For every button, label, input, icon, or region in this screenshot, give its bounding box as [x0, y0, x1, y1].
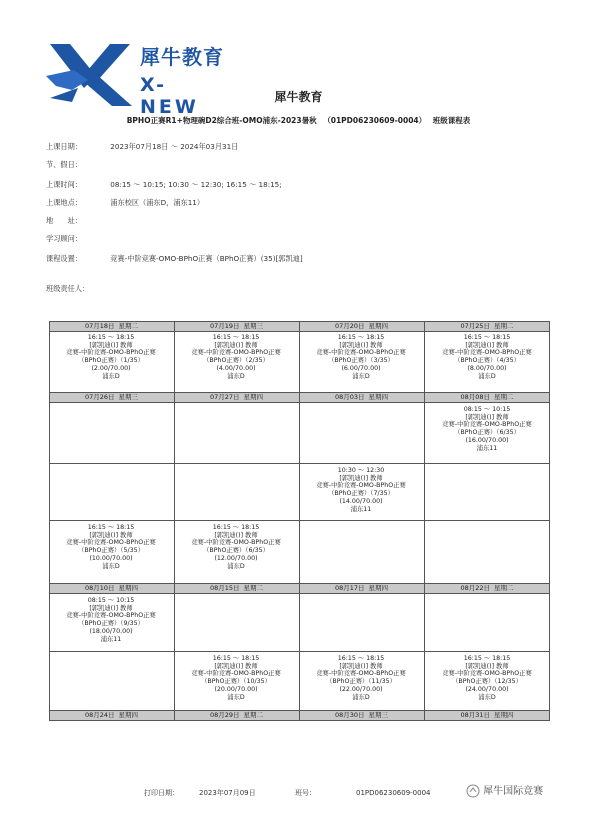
schedule-grid	[49, 321, 550, 721]
lesson-cell: 08:15 ～ 10:15 [郭凯迪()] 教师 竞赛-中阶竞赛-OMO-BPhO正赛 （BPhO正赛）（9/35） (18.00/70.00) 浦东11	[66, 597, 156, 643]
date-header: 08月22日 星期二	[460, 584, 514, 592]
date-header: 08月15日 星期二	[209, 584, 264, 592]
date-header: 07月27日 星期四	[209, 393, 264, 401]
info-class-time	[46, 180, 282, 190]
class-number: 班号： 01PD06230609-0004	[295, 789, 431, 797]
lesson-cell: 16:15 ～ 18:15 [郭凯迪()] 教师 竞赛-中阶竞赛-OMO-BPhO正赛 （BPhO正赛）（10/35） (20.00/70.00) 浦东D	[191, 655, 281, 701]
class-code: （01PD06230609-0004）	[323, 116, 427, 125]
lesson-cell: 16:15 ～ 18:15 [郭凯迪()] 教师 竞赛-中阶竞赛-OMO-BPhO正赛 （BPhO正赛）（3/35） (6.00/70.00) 浦东D	[316, 334, 406, 380]
grid-line	[549, 321, 550, 721]
info-start-date	[46, 142, 238, 152]
document-title	[0, 115, 597, 126]
info-label: 上课地点：	[46, 198, 82, 207]
date-header: 08月17日 星期四	[334, 584, 389, 592]
info-address	[46, 216, 110, 226]
date-header: 07月18日 星期二	[84, 322, 139, 330]
date-header: 08月24日 星期四	[84, 711, 139, 719]
lesson-cell: 16:15 ～ 18:15 [郭凯迪()] 教师 竞赛-中阶竞赛-OMO-BPhO正赛 （BPhO正赛）（4/35） (8.00/70.00) 浦东D	[442, 334, 532, 380]
grid-line	[49, 463, 550, 464]
grid-line	[49, 321, 50, 721]
lesson-cell: 16:15 ～ 18:15 [郭凯迪()] 教师 竞赛-中阶竞赛-OMO-BPhO正赛 （BPhO正赛）（12/35） (24.00/70.00) 浦东D	[442, 655, 532, 701]
grid-line	[49, 392, 550, 393]
info-value: 竞赛-中阶竞赛-OMO-BPhO正赛（BPhO正赛）(35)[郭凯迪]	[110, 254, 303, 263]
info-course-setting	[46, 254, 325, 264]
grid-line	[174, 321, 175, 721]
lesson-cell: 16:15 ～ 18:15 [郭凯迪()] 教师 竞赛-中阶竞赛-OMO-BPhO正赛 （BPhO正赛）（1/35） (2.00/70.00) 浦东D	[66, 334, 156, 380]
organization-title: 犀牛教育	[274, 90, 323, 104]
wechat-channel-icon	[466, 784, 480, 798]
date-header: 07月19日 星期三	[209, 322, 264, 330]
info-study-advisor	[46, 234, 110, 244]
lesson-cell: 08:15 ～ 10:15 [郭凯迪()] 教师 竞赛-中阶竞赛-OMO-BPhO正赛 （BPhO正赛）（6/35） (16.00/70.00) 浦东11	[442, 406, 532, 452]
info-holidays	[46, 160, 110, 170]
watermark: 犀牛国际竞赛	[466, 782, 543, 798]
lesson-cell: 10:30 ～ 12:30 [郭凯迪()] 教师 竞赛-中阶竞赛-OMO-BPhO正赛 （BPhO正赛）（7/35） (14.00/70.00) 浦东11	[316, 467, 406, 513]
lesson-cell: 16:15 ～ 18:15 [郭凯迪()] 教师 竞赛-中阶竞赛-OMO-BPhO正赛 （BPhO正赛）（5/35） (10.00/70.00) 浦东D	[66, 524, 156, 570]
info-label: 班级责任人：	[46, 284, 90, 293]
grid-line	[49, 402, 550, 403]
grid-line	[49, 520, 550, 521]
date-header: 08月29日 星期二	[209, 711, 264, 719]
date-header: 08月10日 星期四	[84, 584, 139, 592]
info-label: 上课日期：	[46, 142, 82, 151]
lesson-cell: 16:15 ～ 18:15 [郭凯迪()] 教师 竞赛-中阶竞赛-OMO-BPhO正赛 （BPhO正赛）（6/35） (12.00/70.00) 浦东D	[191, 524, 281, 570]
info-value: 08:15 ～ 10:15; 10:30 ～ 12:30; 16:15 ～ 18:15;	[110, 180, 282, 189]
schedule-type: 班级课程表	[432, 116, 471, 125]
info-location	[46, 198, 204, 208]
course-name: BPHO正赛R1+物理碗D2综合班-OMO浦东-2023暑秋	[126, 116, 317, 125]
date-header: 08月03日 星期四	[334, 393, 389, 401]
info-label: 课程设置：	[46, 254, 82, 263]
date-header: 08月30日 星期三	[334, 711, 389, 719]
date-header: 08月31日 星期四	[460, 711, 514, 719]
date-header: 07月26日 星期三	[84, 393, 139, 401]
grid-line	[49, 710, 550, 711]
info-label: 地 址：	[46, 216, 82, 225]
grid-line	[49, 593, 550, 594]
grid-line	[424, 321, 425, 721]
grid-line	[49, 331, 550, 332]
date-header: 07月25日 星期二	[460, 322, 514, 330]
info-value: 浦东校区（浦东D，浦东11）	[110, 198, 205, 207]
logo-english-text: X-NEW	[140, 74, 199, 118]
info-class-manager	[46, 284, 110, 294]
print-date: 打印日期： 2023年07月09日	[144, 789, 256, 797]
info-label: 节、假日：	[46, 160, 82, 169]
lesson-cell: 16:15 ～ 18:15 [郭凯迪()] 教师 竞赛-中阶竞赛-OMO-BPhO正赛 （BPhO正赛）（2/35） (4.00/70.00) 浦东D	[191, 334, 281, 380]
lesson-cell: 16:15 ～ 18:15 [郭凯迪()] 教师 竞赛-中阶竞赛-OMO-BPhO正赛 （BPhO正赛）（11/35） (22.00/70.00) 浦东D	[316, 655, 406, 701]
grid-line	[49, 651, 550, 652]
info-value: 2023年07月18日 ～ 2024年03月31日	[110, 142, 239, 151]
grid-line	[299, 321, 300, 721]
info-label: 学习顾问：	[46, 234, 82, 243]
date-header: 07月20日 星期四	[334, 322, 389, 330]
info-label: 上课时间：	[46, 180, 82, 189]
date-header: 08月08日 星期二	[460, 393, 514, 401]
grid-line	[49, 321, 550, 322]
grid-line	[49, 583, 550, 584]
logo-chinese-text: 犀牛教育	[140, 45, 224, 69]
grid-line	[49, 720, 550, 721]
